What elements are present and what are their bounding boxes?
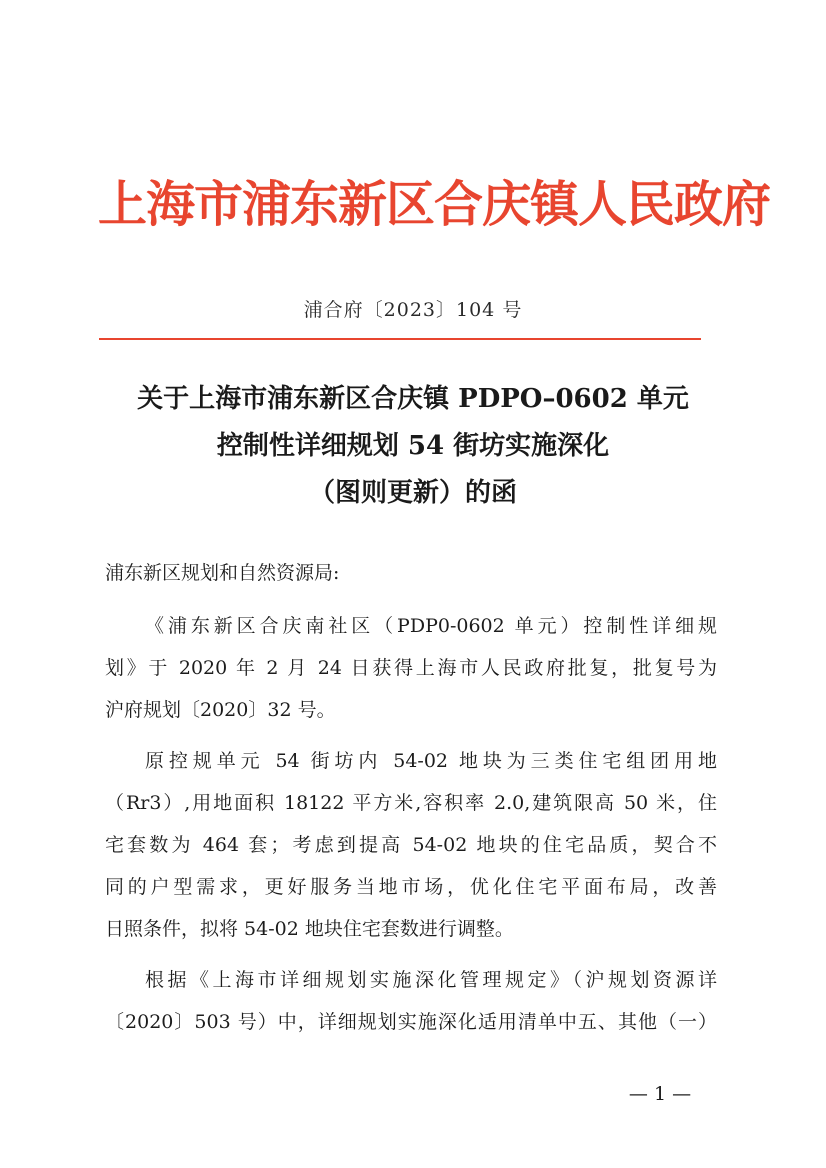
- body-line: 同的户型需求，更好服务当地市场，优化住宅平面布局，改善: [105, 876, 717, 898]
- letter-body: [105, 605, 717, 1052]
- body-line: 原控规单元 54 街坊内 54-02 地块为三类住宅组团用地: [145, 750, 717, 772]
- subject-line: 关于上海市浦东新区合庆镇 PDPO–0602 单元: [137, 384, 689, 414]
- body-line: 根据《上海市详细规划实施深化管理规定》（沪规划资源详: [145, 969, 717, 991]
- subject-heading: [0, 376, 826, 517]
- page-number: — 1 —: [628, 1083, 692, 1105]
- red-divider-line: [99, 338, 701, 340]
- subject-line: （图则更新）的函: [308, 478, 517, 508]
- body-line: 日照条件，拟将 54-02 地块住宅套数进行调整。: [105, 918, 514, 940]
- body-line: 《浦东新区合庆南社区（PDP0-0602 单元）控制性详细规: [145, 615, 717, 637]
- body-line: （Rr3）,用地面积 18122 平方米,容积率 2.0,建筑限高 50 米，住: [105, 792, 717, 814]
- body-line: 划》于 2020 年 2 月 24 日获得上海市人民政府批复，批复号为: [105, 657, 717, 679]
- document-number: 浦合府〔2023〕104 号: [303, 299, 523, 321]
- recipient-salutation: 浦东新区规划和自然资源局:: [105, 562, 340, 584]
- body-paragraph: [105, 605, 717, 731]
- body-line: 〔2020〕503 号）中，详细规划实施深化适用清单中五、其他（一）: [105, 1011, 717, 1033]
- subject-line: 控制性详细规划 54 街坊实施深化: [216, 431, 610, 461]
- body-line: 沪府规划〔2020〕32 号。: [105, 699, 336, 721]
- body-paragraph: [105, 740, 717, 950]
- issuer-title: 上海市浦东新区合庆镇人民政府: [98, 175, 771, 233]
- body-line: 宅套数为 464 套；考虑到提高 54-02 地块的住宅品质，契合不: [105, 834, 717, 856]
- body-paragraph: [105, 959, 717, 1043]
